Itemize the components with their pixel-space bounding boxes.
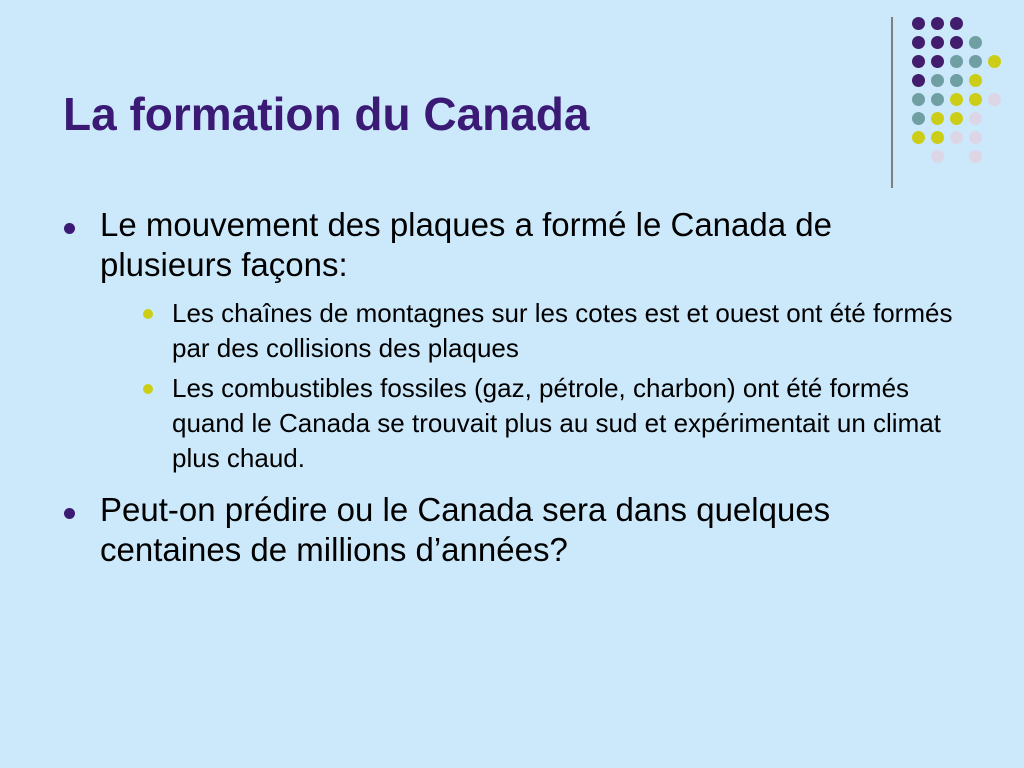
decorative-dot	[931, 150, 944, 163]
decorative-dot	[950, 93, 963, 106]
decorative-dot	[950, 131, 963, 144]
bullet-icon	[64, 223, 75, 234]
decorative-dot	[912, 36, 925, 49]
decorative-dot	[950, 17, 963, 30]
slide-title: La formation du Canada	[63, 88, 590, 140]
decorative-dot	[931, 55, 944, 68]
decorative-dot	[931, 93, 944, 106]
bullet-item	[62, 490, 972, 571]
sub-bullet-list	[100, 296, 972, 476]
decorative-dot	[931, 74, 944, 87]
decorative-dot	[931, 131, 944, 144]
decorative-dot	[931, 36, 944, 49]
sub-bullet-item	[100, 371, 972, 476]
decorative-dot	[912, 74, 925, 87]
decorative-dot	[969, 55, 982, 68]
decorative-dot	[931, 17, 944, 30]
sub-bullet-item	[100, 296, 972, 366]
bullet-text: Peut-on prédire ou le Canada sera dans quelques centaines de millions d’années?	[100, 490, 831, 569]
decorative-dot	[931, 112, 944, 125]
decorative-dot	[950, 74, 963, 87]
decorative-dot	[969, 93, 982, 106]
sub-bullet-text: Les chaînes de montagnes sur les cotes est et ouest ont été formés par des collisions des plaques	[172, 297, 953, 363]
decorative-dot	[950, 36, 963, 49]
decorative-dot	[969, 36, 982, 49]
decorative-dot-grid	[905, 10, 1005, 170]
vertical-divider	[891, 17, 893, 188]
decorative-dot	[950, 55, 963, 68]
decorative-dot	[950, 112, 963, 125]
sub-bullet-icon	[143, 309, 153, 319]
decorative-dot	[912, 93, 925, 106]
decorative-dot	[988, 55, 1001, 68]
decorative-dot	[912, 17, 925, 30]
sub-bullet-icon	[143, 384, 153, 394]
bullet-text: Le mouvement des plaques a formé le Canada de plusieurs façons:	[100, 206, 832, 284]
decorative-dot	[912, 131, 925, 144]
decorative-dot	[969, 112, 982, 125]
decorative-dot	[969, 150, 982, 163]
decorative-dot	[912, 55, 925, 68]
sub-bullet-text: Les combustibles fossiles (gaz, pétrole, charbon) ont été formés quand le Canada se trouvait plus au sud et expérimentait un climat plus chaud.	[172, 372, 941, 473]
decorative-dot	[969, 74, 982, 87]
bullet-icon	[64, 508, 75, 519]
decorative-dot	[988, 93, 1001, 106]
decorative-dot	[912, 112, 925, 125]
decorative-dot	[969, 131, 982, 144]
slide-content	[62, 205, 972, 584]
bullet-item	[62, 205, 972, 476]
